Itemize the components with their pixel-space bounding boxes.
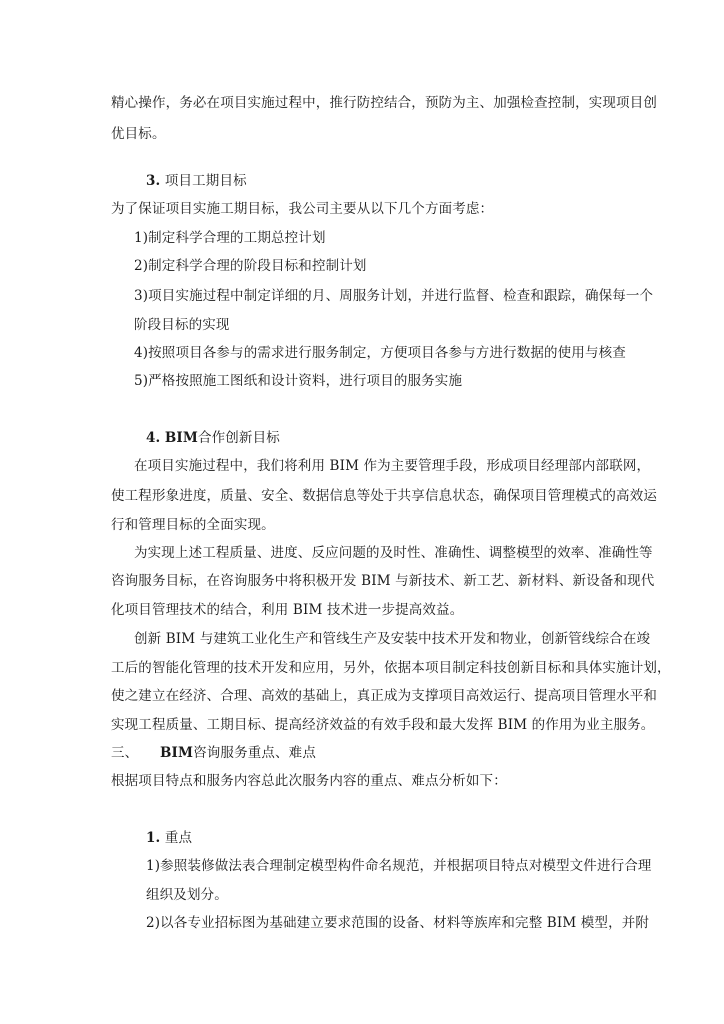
intro-line-1: 精心操作，务必在项目实施过程中，推行防控结合，预防为主、加强检查控制，实现项目创 xyxy=(111,95,657,111)
section-3-intro: 为了保证项目实施工期目标，我公司主要从以下几个方面考虑： xyxy=(111,201,494,217)
chapter-3-number: 三、 xyxy=(111,745,139,761)
section-4-line: 咨询服务目标，在咨询服务中将积极开发 BIM 与新技术、新工艺、新材料、新设备和现代 xyxy=(111,573,655,589)
section-4-line: 工后的智能化管理的技术开发和应用，另外，依据本项目制定科技创新目标和具体实施计划， xyxy=(111,660,671,676)
section-4-line: 行和管理目标的全面实现。 xyxy=(111,517,275,533)
section-4-title: 合作创新目标 xyxy=(197,430,280,446)
intro-line-2: 优目标。 xyxy=(111,126,166,142)
subsection-1-line: 组织及划分。 xyxy=(146,887,228,903)
section-3-number: 3. xyxy=(146,173,161,189)
section-4-line: 为实现上述工程质量、进度、反应问题的及时性、准确性、调整模型的效率、准确性等 xyxy=(134,545,653,561)
section-3-item: 3)项目实施过程中制定详细的月、周服务计划，并进行监督、检查和跟踪，确保每一个 xyxy=(134,288,654,304)
section-4-line: 在项目实施过程中，我们将利用 BIM 作为主要管理手段，形成项目经理部内部联网， xyxy=(134,458,651,474)
section-3-heading xyxy=(146,172,247,190)
subsection-1-line: 2)以各专业招标图为基础建立要求范围的设备、材料等族库和完整 BIM 模型，并附 xyxy=(146,915,650,931)
section-4-line: 化项目管理技术的结合，利用 BIM 技术进一步提高效益。 xyxy=(111,602,464,618)
section-4-line: 实现工程质量、工期目标、提高经济效益的有效手段和最大发挥 BIM 的作用为业主服务。 xyxy=(111,717,655,733)
section-3-item: 5)严格按照施工图纸和设计资料，进行项目的服务实施 xyxy=(134,373,463,389)
section-4-heading xyxy=(146,429,280,447)
section-3-item-continued: 阶段目标的实现 xyxy=(134,317,230,333)
chapter-3-title: 咨询服务重点、难点 xyxy=(193,745,316,761)
chapter-3-title-bim: BIM xyxy=(160,745,194,761)
subsection-1-title: 重点 xyxy=(164,830,193,846)
section-3-item: 4)按照项目各参与的需求进行服务制定，方便项目各参与方进行数据的使用与核查 xyxy=(134,345,626,361)
subsection-1-line: 1)参照装修做法表合理制定模型构件命名规范，并根据项目特点对模型文件进行合理 xyxy=(146,858,652,874)
subsection-1-heading xyxy=(146,829,192,847)
section-3-title: 项目工期目标 xyxy=(164,173,247,189)
chapter-3-intro: 根据项目特点和服务内容总此次服务内容的重点、难点分析如下： xyxy=(111,773,507,789)
subsection-1-number: 1. xyxy=(146,830,161,846)
section-4-line: 使工程形象进度，质量、安全、数据信息等处于共享信息状态，确保项目管理模式的高效运 xyxy=(111,488,657,504)
section-4-number: 4. xyxy=(146,430,161,446)
chapter-3-heading xyxy=(160,744,316,762)
section-4-title-bim: BIM xyxy=(164,430,198,446)
section-3-item: 1)制定科学合理的工期总控计划 xyxy=(134,230,326,246)
section-4-line: 使之建立在经济、合理、高效的基础上，真正成为支撑项目高效运行、提高项目管理水平和 xyxy=(111,688,657,704)
section-3-item: 2)制定科学合理的阶段目标和控制计划 xyxy=(134,258,367,274)
section-4-line: 创新 BIM 与建筑工业化生产和管线生产及安装中技术开发和物业，创新管线综合在竣 xyxy=(134,631,651,647)
